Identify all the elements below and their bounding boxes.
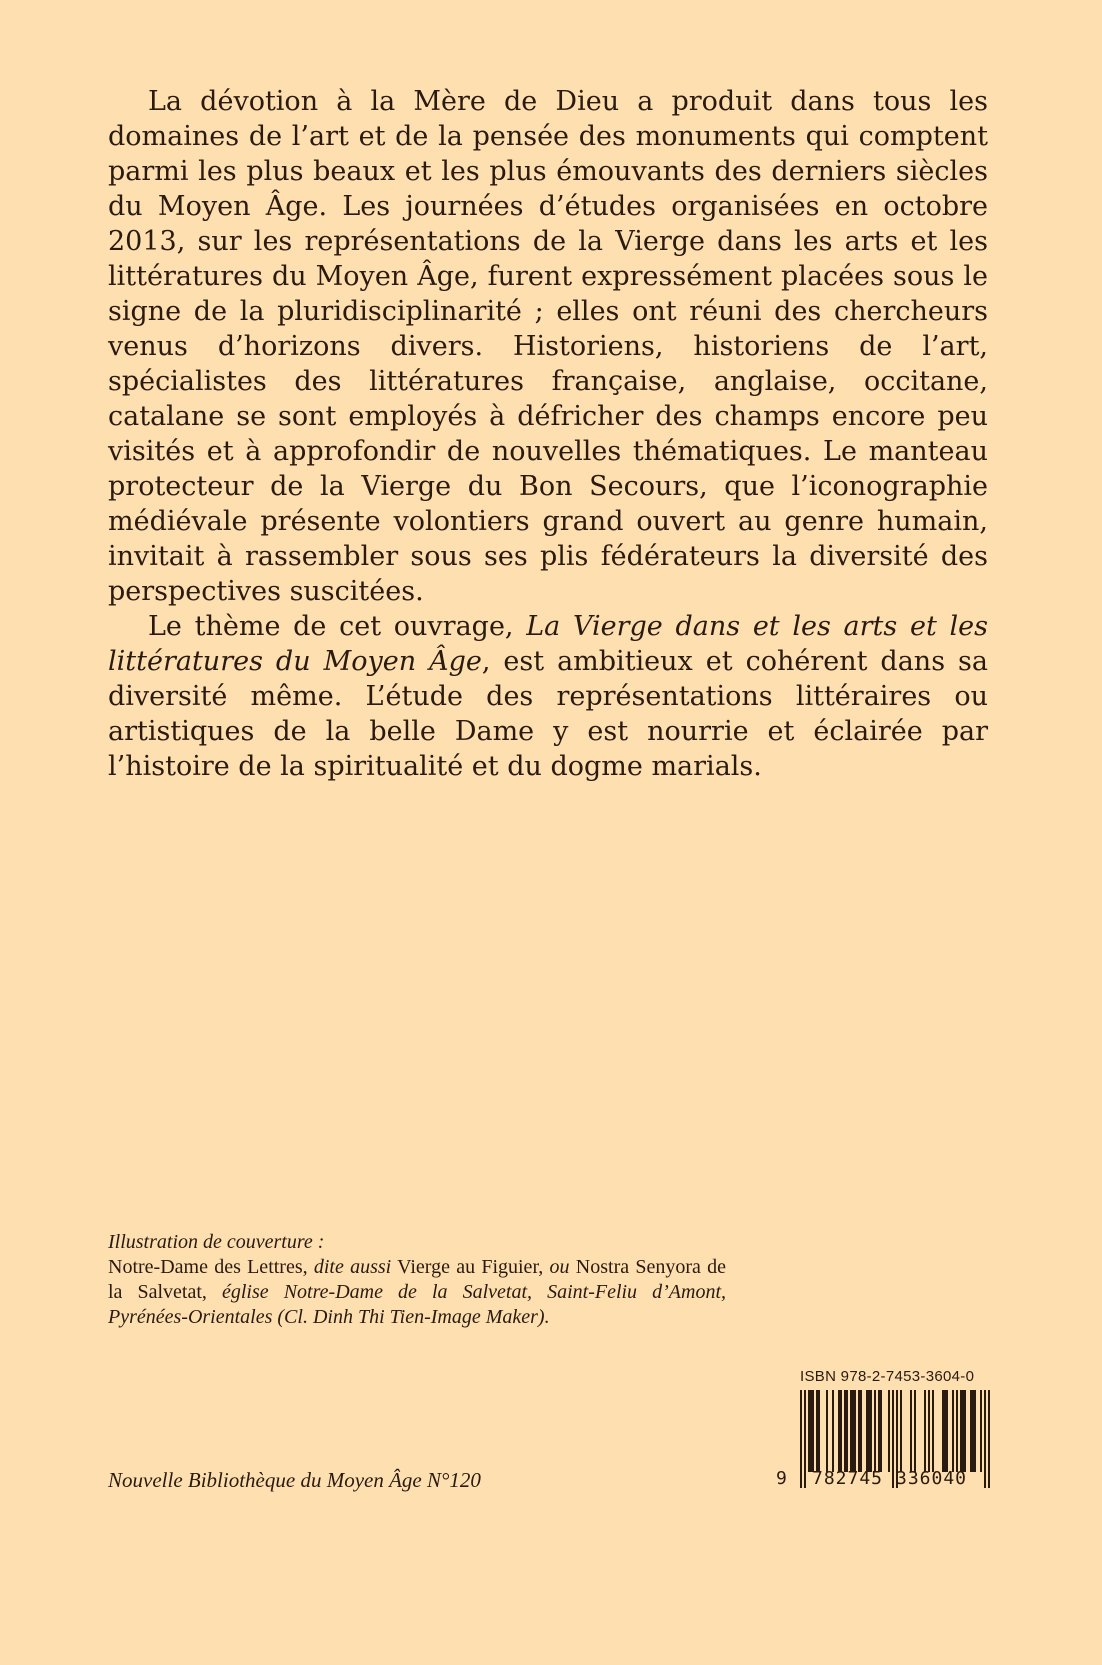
barcode-bar: [850, 1390, 852, 1472]
barcode-bar: [932, 1390, 934, 1472]
italic-run: église Notre-Dame de la Salvetat, Saint-Feliu d’Amont, Pyrénées-Orientales (Cl. Dinh Thi Tien-Image Maker).: [108, 1281, 727, 1328]
series-title: Nouvelle Bibliothèque du Moyen Âge N°120: [108, 1468, 481, 1492]
barcode-bar: [974, 1390, 976, 1472]
barcode-bar: [944, 1390, 946, 1472]
isbn-label: ISBN 978-2-7453-3604-0: [800, 1368, 975, 1385]
caption-title: Illustration de couverture :: [108, 1231, 325, 1253]
back-cover-blurb: [108, 84, 988, 784]
barcode-bar: [942, 1390, 944, 1472]
caption-body: [108, 1256, 726, 1328]
italic-run: dite aussi: [313, 1256, 392, 1278]
barcode-bar: [970, 1390, 972, 1472]
barcode-bar: [962, 1390, 964, 1472]
barcode-bar: [952, 1390, 954, 1472]
ean-right-digits: 336040: [896, 1468, 968, 1489]
barcode-bar: [980, 1390, 982, 1472]
italic-run: La Vierge dans et les arts et les littératures du Moyen Âge: [108, 611, 988, 677]
barcode-bar: [928, 1390, 930, 1472]
barcode-bar: [810, 1390, 812, 1472]
text-run: Vierge au Figuier,: [391, 1256, 550, 1278]
barcode-bar: [838, 1390, 840, 1472]
barcode-bar: [816, 1390, 818, 1472]
barcode-bar: [846, 1390, 848, 1472]
text-run: Nostra Senyora de la Salvetat,: [108, 1256, 727, 1303]
barcode-bar: [892, 1390, 894, 1488]
barcode-bar: [800, 1390, 802, 1488]
barcode-bar: [988, 1390, 990, 1488]
barcode-bar: [812, 1390, 814, 1472]
barcode-bar: [866, 1390, 868, 1472]
barcode-bar: [832, 1390, 834, 1472]
barcode-bar: [860, 1390, 862, 1472]
barcode-bar: [972, 1390, 974, 1472]
barcode-bar: [878, 1390, 880, 1472]
barcode-bar: [888, 1390, 890, 1472]
text-run: Le thème de cet ouvrage,: [148, 611, 527, 642]
ean-left-digits: 782745: [812, 1468, 884, 1489]
barcode-bar: [964, 1390, 966, 1472]
italic-run: ou: [549, 1256, 570, 1278]
barcode-bar: [984, 1390, 986, 1488]
barcode-bar: [844, 1390, 846, 1472]
barcode-bar: [870, 1390, 872, 1472]
barcode-bar: [818, 1390, 820, 1472]
ean-first-digit: 9: [776, 1468, 787, 1489]
text-run: , est ambitieux et cohérent dans sa diversité même. L’étude des représentations littéraires ou artistiques de la belle Dame y est nourrie et éclairée par l’histoire de la spiritualité et du dogme marials.: [108, 646, 988, 782]
cover-illustration-credit: [108, 1230, 726, 1330]
isbn-barcode-block: [772, 1368, 1002, 1508]
barcode-bar: [880, 1390, 882, 1472]
barcode-bar: [826, 1390, 828, 1472]
barcode-bar: [840, 1390, 842, 1472]
barcode-bar: [946, 1390, 948, 1472]
barcode-bar: [874, 1390, 876, 1472]
barcode-bar: [804, 1390, 806, 1488]
barcode-bar: [808, 1390, 810, 1472]
barcode-bar: [852, 1390, 854, 1472]
blurb-paragraph-2: [108, 609, 988, 784]
text-run: La dévotion à la Mère de Dieu a produit dans tous les domaines de l’art et de la pensée des monuments qui comptent parmi les plus beaux et les plus émouvants des derniers siècles du Moyen Âge. Les journées d’études organisées en octobre 2013, sur les représentations de la Vierge dans les arts et les littératures du Moyen Âge, furent expressément placées sous le signe de la pluridisciplinarité ; elles ont réuni des chercheurs venus d’horizons divers. Historiens, historiens de l’art, spécialistes des littératures française, anglaise, occitane, catalane se sont employés à défricher des champs encore peu visités et à approfondir de nouvelles thématiques. Le manteau protecteur de la Vierge du Bon Secours, que l’iconographie médiévale présente volontiers grand ouvert au genre humain, invitait à rassembler sous ses plis fédérateurs la diversité des perspectives suscitées.: [108, 86, 988, 607]
barcode-bar: [900, 1390, 902, 1472]
barcode-bar: [858, 1390, 860, 1472]
barcode-bar: [956, 1390, 958, 1472]
barcode-bar: [914, 1390, 916, 1472]
barcode-bar: [910, 1390, 912, 1472]
barcode-bar: [868, 1390, 870, 1472]
barcode-bar: [924, 1390, 926, 1472]
blurb-paragraph-1: [108, 84, 988, 609]
text-run: Notre-Dame des Lettres,: [108, 1256, 314, 1278]
barcode-bar: [960, 1390, 962, 1472]
barcode-bar: [854, 1390, 856, 1472]
